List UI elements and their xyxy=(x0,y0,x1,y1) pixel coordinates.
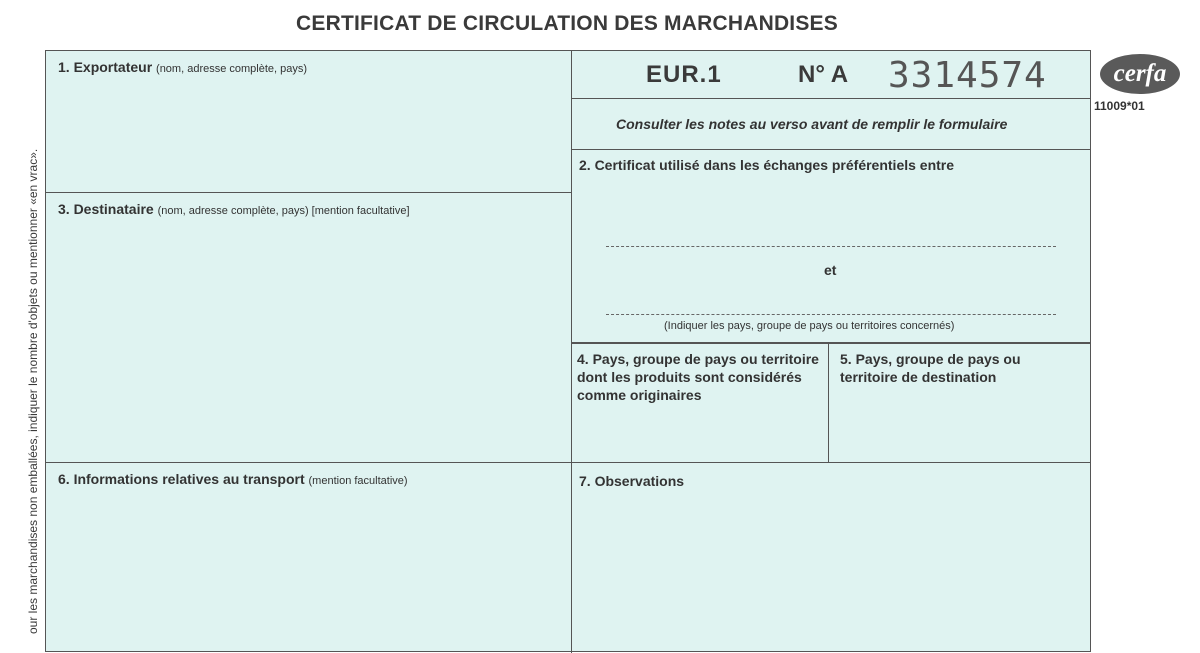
consignee-box[interactable] xyxy=(46,193,572,463)
destination-box[interactable] xyxy=(829,344,1090,463)
observations-label: 7. Observations xyxy=(579,473,685,489)
eur1-header xyxy=(572,51,1090,99)
cerfa-logo xyxy=(1100,54,1180,94)
number-prefix: N° A xyxy=(798,61,849,88)
certificate-form xyxy=(45,50,1091,652)
notes-row xyxy=(572,99,1090,150)
certificate-hint: (Indiquer les pays, groupe de pays ou territoires concernés) xyxy=(664,320,955,332)
form-title: CERTIFICAT DE CIRCULATION DES MARCHANDISES xyxy=(296,12,838,35)
consignee-label: 3. Destinataire xyxy=(58,201,154,217)
country-line-1[interactable] xyxy=(606,246,1056,247)
certificate-box[interactable] xyxy=(572,150,1090,344)
transport-hint: (mention facultative) xyxy=(308,475,408,487)
origin-box[interactable] xyxy=(572,344,829,463)
exporter-label: 1. Exportateur xyxy=(58,59,153,75)
serial-number: 3314574 xyxy=(888,55,1047,96)
observations-box[interactable] xyxy=(572,463,1090,653)
side-instruction-text: our les marchandises non emballées, indiquer le nombre d'objets ou mentionner «en vrac». xyxy=(26,148,40,634)
eur1-label: EUR.1 xyxy=(646,61,722,88)
exporter-box[interactable] xyxy=(46,51,572,193)
transport-label: 6. Informations relatives au transport xyxy=(58,471,305,487)
and-label: et xyxy=(824,262,837,278)
transport-label-group xyxy=(58,471,408,487)
exporter-hint: (nom, adresse complète, pays) xyxy=(156,63,308,75)
origin-label: 4. Pays, groupe de pays ou territoire dont les produits sont considérés comme originaires xyxy=(577,351,819,403)
notes-text: Consulter les notes au verso avant de remplir le formulaire xyxy=(616,116,1008,132)
consignee-hint: (nom, adresse complète, pays) [mention facultative] xyxy=(157,205,410,217)
exporter-label-group xyxy=(58,59,307,75)
cerfa-logo-text: cerfa xyxy=(1113,60,1167,87)
cerfa-form-code: 11009*01 xyxy=(1094,99,1145,113)
destination-label: 5. Pays, groupe de pays ou territoire de destination xyxy=(840,351,1021,385)
country-line-2[interactable] xyxy=(606,314,1056,315)
consignee-label-group xyxy=(58,201,410,217)
transport-box[interactable] xyxy=(46,463,572,653)
certificate-label: 2. Certificat utilisé dans les échanges préférentiels entre xyxy=(579,157,955,173)
